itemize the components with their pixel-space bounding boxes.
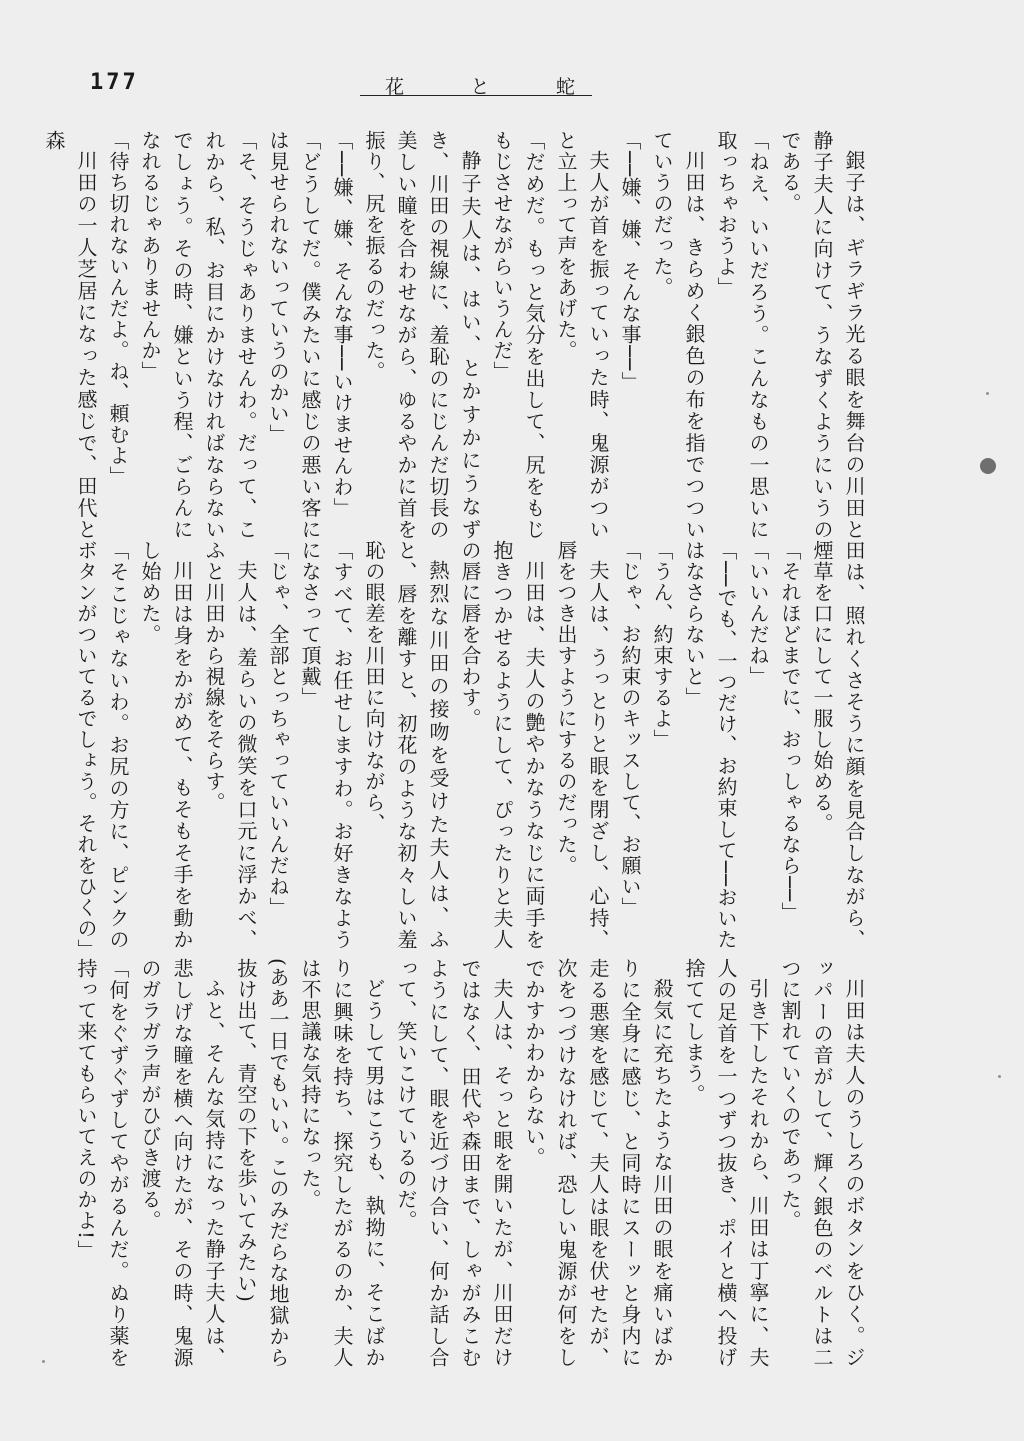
text-paragraph: 夫人は、羞らいの微笑を口元に浮かべ、ふと川田から視線をそらす。 xyxy=(202,540,258,950)
text-paragraph: 川田は、夫人の艶やかなうなじに両手を抱きつかせるようにして、ぴったりと夫人の唇に唇を合わす。 xyxy=(458,540,546,950)
text-paragraph: 引き下したそれから、川田は丁寧に、夫人の足首を一つずつ抜き、ポイと横へ投げ捨ててしまう。 xyxy=(682,958,770,1368)
text-paragraph: (ああ一日でもいい。このみだらな地獄から抜け出て、青空の下を歩いてみたい) xyxy=(234,958,290,1368)
text-paragraph: 「そ、そうじゃありませんわ。だって、これから、私、お目にかけなければならないでしょう。その時、嫌という程、ごらんになれるじゃありませんか」 xyxy=(138,130,258,540)
page-number: 177 xyxy=(90,70,139,95)
text-paragraph: ふと、そんな気持になった静子夫人は、悲しげな瞳を横へ向けたが、その時、鬼源のガラガラ声がひびき渡る。 xyxy=(138,958,226,1368)
text-paragraph: 「じゃ、お約束のキッスして、お願い」 xyxy=(618,540,642,918)
text-paragraph: 「だめだ。もっと気分を出して、尻をもじもじさせながらいうんだ」 xyxy=(490,130,546,540)
title-char: 花 xyxy=(385,76,405,98)
text-paragraph: 「待ち切れないんだよ。ね、頼むよ」 xyxy=(106,130,130,487)
text-paragraph: 田は、照れくさそうに顔を見合しながら、煙草を口にして一服し始める。 xyxy=(810,540,866,950)
text-paragraph: 川田は、きらめく銀色の布を指でつついていうのだった。 xyxy=(650,130,706,540)
ink-blot xyxy=(980,458,996,474)
text-paragraph: 「──でも、一つだけ、お約束して──おいたはなさらないと」 xyxy=(682,540,738,950)
text-paragraph: 「うん、約束するよ」 xyxy=(650,540,674,750)
text-paragraph: 「──嫌、嫌、そんな事──いけませんわ」 xyxy=(330,130,354,519)
title-underline xyxy=(360,95,592,96)
text-tier-bottom xyxy=(74,958,870,1368)
paper-speck xyxy=(986,392,989,395)
paper-speck xyxy=(42,1360,45,1363)
text-paragraph: 夫人が首を振っていった時、鬼源がついと立上って声をあげた。 xyxy=(554,130,610,540)
text-paragraph: 「じゃ、全部とっちゃっていいんだね」 xyxy=(266,540,290,918)
text-paragraph: 殺気に充ちたような川田の眼を痛いばかりに全身に感じ、と同時にスーッと身内に走る悪寒を感じて、夫人は眼を伏せたが、次をつづけなければ、恐しい鬼源が何をしでかすかわからない。 xyxy=(522,958,674,1368)
text-paragraph: 「──嫌、嫌、そんな事──」 xyxy=(618,130,642,393)
paper-speck xyxy=(998,1075,1001,1078)
text-paragraph: 「それほどまでに、おっしゃるなら──」 xyxy=(778,540,802,924)
text-paragraph: 「何をぐずぐずしてやがるんだ。ぬり薬を持って来てもらいてえのかよ!」 xyxy=(74,958,130,1368)
text-paragraph: 「どうしてだ。僕みたいに感じの悪い客には見せられないっていうのかい」 xyxy=(266,130,322,540)
text-paragraph: 「ねえ、いいだろう。こんなもの一思いに取っちゃおうよ」 xyxy=(714,130,770,540)
text-paragraph: 「すべて、お任せしますわ。お好きなようになさって頂戴」 xyxy=(298,540,354,950)
text-paragraph: 夫人は、うっとりと眼を閉ざし、心持、唇をつき出すようにするのだった。 xyxy=(554,540,610,950)
text-paragraph: 静子夫人は、はい、とかすかにうなずき、川田の視線に、羞恥のにじんだ切長の美しい瞳を合わせながら、ゆるやかに首を振り、尻を振るのだった。 xyxy=(362,130,482,540)
text-paragraph: 熱烈な川田の接吻を受けた夫人は、ふと、唇を離すと、初花のような初々しい羞恥の眼差を川田に向けながら、 xyxy=(362,540,450,950)
text-paragraph: どうして男はこうも、執拗に、そこばかりに興味を持ち、探究したがるのか、夫人は不思議な気持になった。 xyxy=(298,958,386,1368)
text-paragraph: 川田は身をかがめて、もそもそ手を動かし始めた。 xyxy=(138,540,194,950)
text-paragraph: 夫人は、そっと眼を開いたが、川田だけではなく、田代や森田まで、しゃがみこむようにして、眼を近づけ合い、何か話し合って、笑いこけているのだ。 xyxy=(394,958,514,1368)
title-char: と xyxy=(470,76,490,98)
text-paragraph: 銀子は、ギラギラ光る眼を舞台の川田と静子夫人に向けて、うなずくようにいうのである。 xyxy=(778,130,866,540)
text-paragraph: 「そこじゃないわ。お尻の方に、ピンクのボタンがついてるでしょう。それをひくの」 xyxy=(74,540,130,960)
text-paragraph: 川田は夫人のうしろのボタンをひく。ジッパーの音がして、輝く銀色のベルトは二つに割れていくのであった。 xyxy=(778,958,866,1368)
text-paragraph: 川田の一人芝居になった感じで、田代と森 xyxy=(42,130,98,540)
text-tier-middle xyxy=(74,540,870,960)
text-paragraph: 「いいんだね」 xyxy=(746,540,770,687)
text-tier-top xyxy=(42,130,870,540)
title-char: 蛇 xyxy=(555,76,575,98)
